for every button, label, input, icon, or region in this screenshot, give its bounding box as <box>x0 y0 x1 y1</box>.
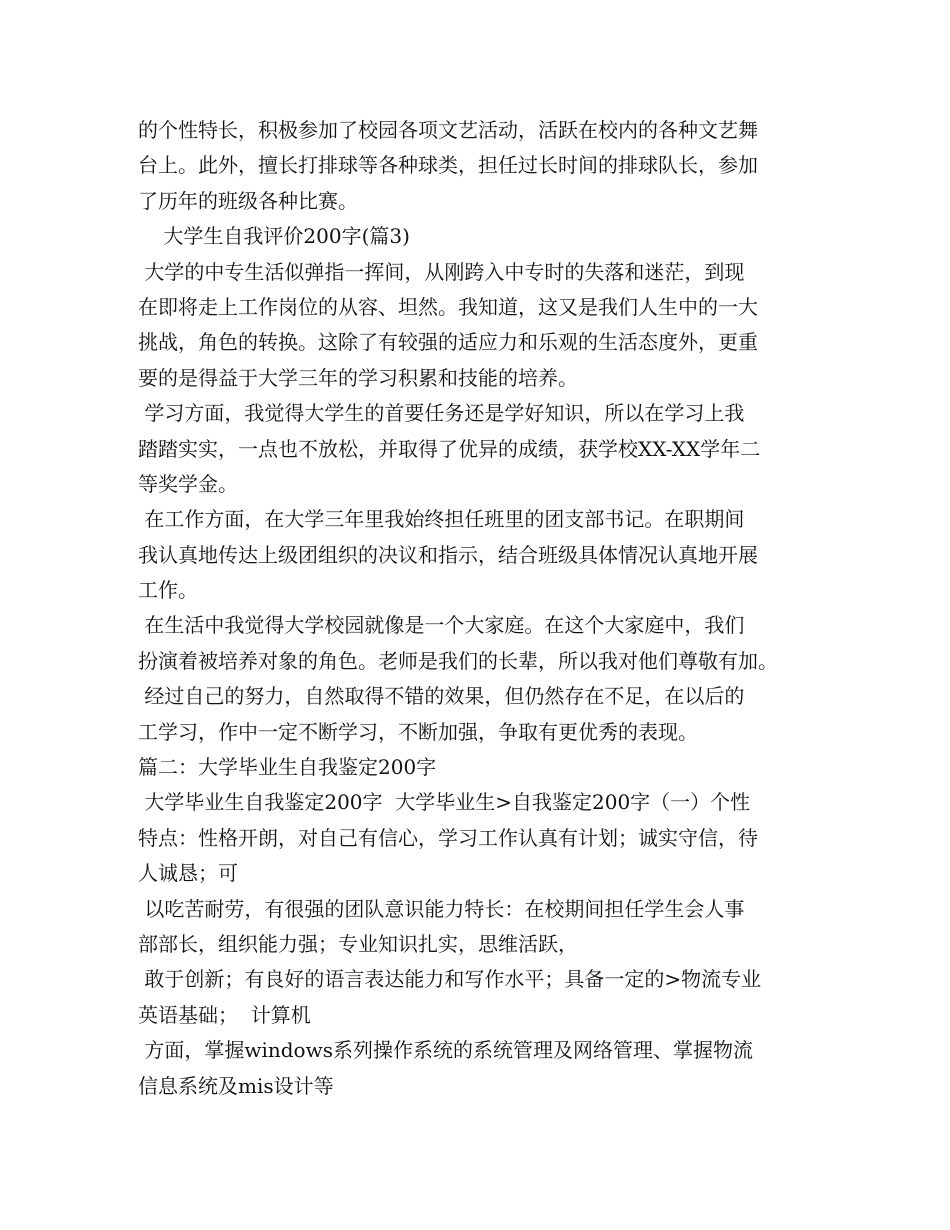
text-line: 工作。 <box>138 578 198 603</box>
text-line: 扮演着被培养对象的角色。老师是我们的长辈，所以我对他们尊敬有加。 <box>138 648 778 673</box>
text-line: 信息系统及mis设计等 <box>138 1073 334 1098</box>
text-line: 方面，掌握windows系列操作系统的系统管理及网络管理、掌握物流 <box>138 1038 753 1063</box>
text-line: 台上。此外，擅长打排球等各种球类，担任过长时间的排球队长，参加 <box>138 153 758 178</box>
text-line: 大学毕业生自我鉴定200字 大学毕业生>自我鉴定200字（一）个性 <box>138 790 751 815</box>
text-line: 人诚恳；可 <box>138 861 238 886</box>
text-line: 特点：性格开朗，对自己有信心，学习工作认真有计划；诚实守信，待 <box>138 825 758 850</box>
section-heading: 篇二：大学毕业生自我鉴定200字 <box>138 755 437 780</box>
text-line: 部部长，组织能力强；专业知识扎实，思维活跃， <box>138 931 578 956</box>
section-heading: 大学生自我评价200字(篇3) <box>138 224 410 249</box>
text-line: 挑战，角色的转换。这除了有较强的适应力和乐观的生活态度外，更重 <box>138 330 758 355</box>
text-line: 在生活中我觉得大学校园就像是一个大家庭。在这个大家庭中，我们 <box>138 613 745 638</box>
text-line: 学习方面，我觉得大学生的首要任务还是学好知识，所以在学习上我 <box>138 401 745 426</box>
text-line: 要的是得益于大学三年的学习积累和技能的培养。 <box>138 365 578 390</box>
text-line: 大学的中专生活似弹指一挥间，从刚跨入中专时的失落和迷茫，到现 <box>138 259 745 284</box>
text-line: 英语基础； 计算机 <box>138 1002 311 1027</box>
text-line: 以吃苦耐劳，有很强的团队意识能力特长：在校期间担任学生会人事 <box>138 896 745 921</box>
text-line: 工学习，作中一定不断学习，不断加强，争取有更优秀的表现。 <box>138 719 698 744</box>
text-line: 经过自己的努力，自然取得不错的效果，但仍然存在不足，在以后的 <box>138 684 745 709</box>
text-line: 在工作方面，在大学三年里我始终担任班里的团支部书记。在职期间 <box>138 507 745 532</box>
text-line: 敢于创新；有良好的语言表达能力和写作水平；具备一定的>物流专业 <box>138 967 762 992</box>
document-body <box>138 113 828 1104</box>
text-line: 的个性特长，积极参加了校园各项文艺活动，活跃在校内的各种文艺舞 <box>138 118 758 142</box>
text-line: 了历年的班级各种比赛。 <box>138 188 358 213</box>
text-line: 在即将走上工作岗位的从容、坦然。我知道，这又是我们人生中的一大 <box>138 294 758 319</box>
text-line: 我认真地传达上级团组织的决议和指示，结合班级具体情况认真地开展 <box>138 542 758 567</box>
text-line: 踏踏实实，一点也不放松，并取得了优异的成绩，获学校XX-XX学年二 <box>138 436 761 461</box>
text-line: 等奖学金。 <box>138 471 238 496</box>
